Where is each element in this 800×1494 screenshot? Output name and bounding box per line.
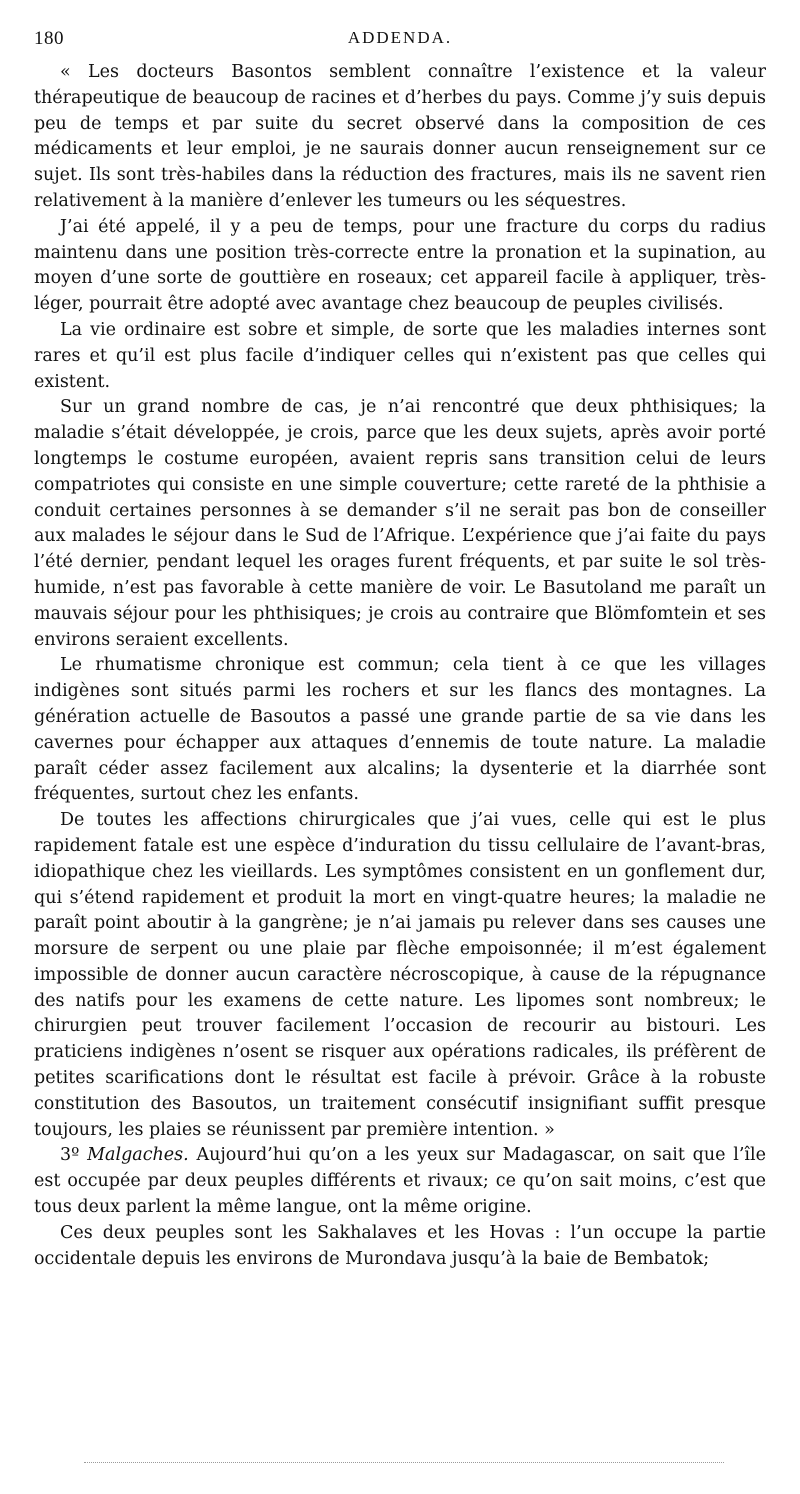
paragraph-fracture: J’ai été appelé, il y a peu de temps, pour une fracture du corps du radius maintenu dans une position très-correcte entre la pronation et la supination, au moyen d’une sorte de gouttière en roseaux; cet appareil facile à appliquer, très-léger, pourrait être adopté avec avantage chez beaucoup de peuples civilisés.	[34, 216, 766, 315]
paragraph-malgaches	[34, 1143, 766, 1220]
section-number: 3º	[60, 1145, 80, 1166]
running-title: ADDENDA.	[347, 28, 453, 47]
paragraph-ordinary-life: La vie ordinaire est sobre et simple, de sorte que les maladies internes sont rares et qu’il est plus facile d’indiquer celles qui n’existent pas que celles qui existent.	[34, 319, 766, 392]
section-label: Malgaches.	[87, 1145, 189, 1166]
section-text: Aujourd’hui qu’on a les yeux sur Madagascar, on sait que l’île est occupée par deux peuples différents et rivaux; ce qu’on sait moins, c’est que tous deux parlent la même langue, ont la même origine.	[34, 1145, 766, 1218]
paragraph-phthisis: Sur un grand nombre de cas, je n’ai rencontré que deux phthisiques; la maladie s’était développée, je crois, parce que les deux sujets, après avoir porté longtemps le costume européen, avaient repris sans transition celui de leurs compatriotes qui consiste en une simple couverture; cette rareté de la phthisie a conduit certaines personnes à se demander s’il ne serait pas bon de conseiller aux malades le séjour dans le Sud de l’Afrique. L’expérience que j’ai faite du pays l’été dernier, pendant lequel les orages furent fréquents, et par suite le sol très-humide, n’est pas favorable à cette manière de voir. Le Basutoland me paraît un mauvais séjour pour les phthisiques; je crois au contraire que Blömfomtein et ses environs seraient excellents.	[34, 397, 766, 650]
book-page	[34, 28, 766, 1272]
paragraph-remedies: « Les docteurs Basontos semblent connaître l’existence et la valeur thérapeutique de beaucoup de racines et d’herbes du pays. Comme j’y suis depuis peu de temps et par suite du secret observé dans la composition de ces médicaments et leur emploi, je ne saurais donner aucun renseignement sur ce sujet. Ils sont très-habiles dans la réduction des fractures, mais ils ne savent rien relativement à la manière d’enlever les tumeurs ou les séquestres.	[34, 62, 766, 211]
bottom-rule	[84, 1462, 724, 1463]
paragraph-peoples: Ces deux peuples sont les Sakhalaves et les Hovas : l’un occupe la partie occidentale depuis les environs de Murondava jusqu’à la baie de Bembatok;	[34, 1222, 766, 1269]
page-number: 180	[34, 28, 64, 49]
body-text	[34, 60, 766, 1272]
running-head	[34, 28, 766, 54]
paragraph-surgical: De toutes les affections chirurgicales que j’ai vues, celle qui est le plus rapidement fatale est une espèce d’induration du tissu cellulaire de l’avant-bras, idiopathique chez les vieillards. Les symptômes consistent en un gonflement dur, qui s’étend rapidement et produit la mort en vingt-quatre heures; la maladie ne paraît point aboutir à la gangrène; je n’ai jamais pu relever dans ses causes une morsure de serpent ou une plaie par flèche empoisonnée; il m’est également impossible de donner aucun caractère nécroscopique, à cause de la répugnance des natifs pour les examens de cette nature. Les lipomes sont nombreux; le chirurgien peut trouver facilement l’occasion de recourir au bistouri. Les praticiens indigènes n’osent se risquer aux opérations radicales, ils préfèrent de petites scarifications dont le résultat est facile à prévoir. Grâce à la robuste constitution des Basoutos, un traitement consécutif insignifiant suffit presque toujours, les plaies se réunissent par première intention. »	[34, 810, 766, 1140]
paragraph-rheumatism: Le rhumatisme chronique est commun; cela tient à ce que les villages indigènes sont situés parmi les rochers et sur les flancs des montagnes. La génération actuelle de Basoutos a passé une grande partie de sa vie dans les cavernes pour échapper aux attaques d’ennemis de toute nature. La maladie paraît céder assez facilement aux alcalins; la dysenterie et la diarrhée sont fréquentes, surtout chez les enfants.	[34, 655, 766, 805]
